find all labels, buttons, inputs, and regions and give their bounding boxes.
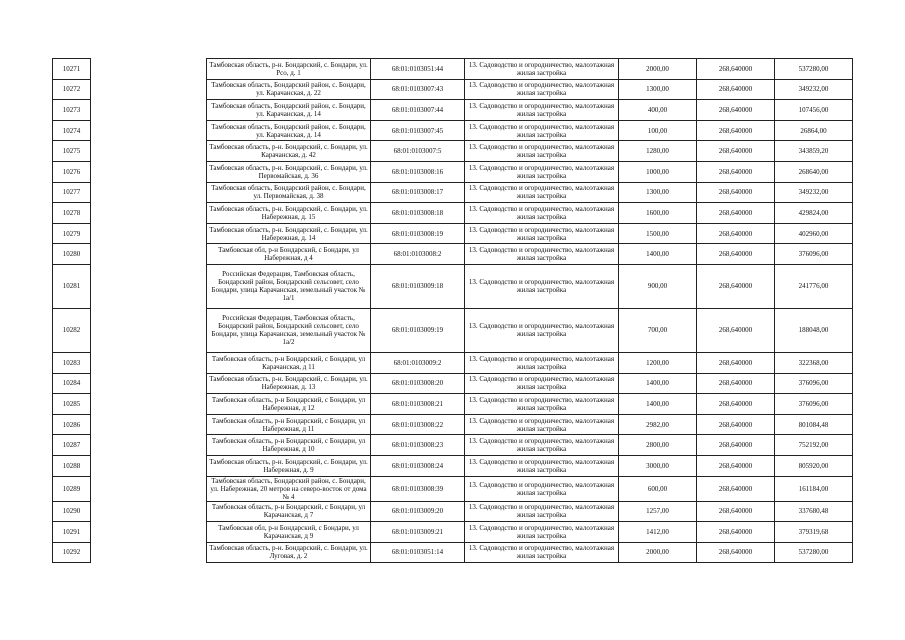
address-cell: Тамбовская обл, р-н Бондарский, с Бондари, ул Набережная, д 4 bbox=[207, 244, 371, 265]
specific-value-cell: 268,640000 bbox=[697, 182, 775, 203]
address-cell: Российская Федерация, Тамбовская область, Бондарский район, Бондарский сельсовет, село Бондари, улица Карачанская, земельный участок № 1а/1 bbox=[207, 264, 371, 308]
row-number-cell: 10271 bbox=[53, 59, 91, 80]
area-cell: 1412,00 bbox=[619, 522, 697, 543]
area-cell: 600,00 bbox=[619, 476, 697, 501]
row-number-cell: 10283 bbox=[53, 352, 91, 373]
cadastral-number-cell: 68:01:0103008:2 bbox=[371, 244, 465, 265]
land-use-cell: 13. Садоводство и огородничество, малоэтажная жилая застройка bbox=[465, 455, 619, 476]
cadastral-value-cell: 537280,00 bbox=[775, 59, 853, 80]
table-row bbox=[53, 414, 853, 435]
spacer-cell bbox=[91, 542, 207, 563]
row-number-cell: 10282 bbox=[53, 308, 91, 352]
cadastral-number-cell: 68:01:0103008:23 bbox=[371, 435, 465, 456]
address-cell: Тамбовская область, р-н Бондарский, с Бондари, ул Карачанская, д 7 bbox=[207, 501, 371, 522]
table-row bbox=[53, 120, 853, 141]
table-row bbox=[53, 203, 853, 224]
specific-value-cell: 268,640000 bbox=[697, 308, 775, 352]
area-cell: 3000,00 bbox=[619, 455, 697, 476]
cadastral-number-cell: 68:01:0103051:14 bbox=[371, 542, 465, 563]
table-row bbox=[53, 542, 853, 563]
row-number-cell: 10272 bbox=[53, 79, 91, 100]
specific-value-cell: 268,640000 bbox=[697, 79, 775, 100]
land-use-cell: 13. Садоводство и огородничество, малоэтажная жилая застройка bbox=[465, 501, 619, 522]
area-cell: 900,00 bbox=[619, 264, 697, 308]
land-use-cell: 13. Садоводство и огородничество, малоэтажная жилая застройка bbox=[465, 522, 619, 543]
cadastral-number-cell: 68:01:0103009:2 bbox=[371, 352, 465, 373]
row-number-cell: 10276 bbox=[53, 161, 91, 182]
address-cell: Тамбовская область, р-н. Бондарский, с. Бондари, ул. Луговая, д. 2 bbox=[207, 542, 371, 563]
cadastral-number-cell: 68:01:0103008:17 bbox=[371, 182, 465, 203]
area-cell: 1400,00 bbox=[619, 373, 697, 394]
cadastral-value-cell: 537280,00 bbox=[775, 542, 853, 563]
table-row bbox=[53, 476, 853, 501]
spacer-cell bbox=[91, 476, 207, 501]
specific-value-cell: 268,640000 bbox=[697, 435, 775, 456]
cadastral-value-cell: 376096,00 bbox=[775, 373, 853, 394]
area-cell: 2000,00 bbox=[619, 59, 697, 80]
address-cell: Тамбовская область, р-н. Бондарский, с. Бондари, ул. Набережная, д. 15 bbox=[207, 203, 371, 224]
cadastral-number-cell: 68:01:0103007:44 bbox=[371, 100, 465, 121]
address-cell: Тамбовская область, р-н Бондарский, с Бондари, ул Набережная, д 10 bbox=[207, 435, 371, 456]
land-use-cell: 13. Садоводство и огородничество, малоэтажная жилая застройка bbox=[465, 476, 619, 501]
row-number-cell: 10284 bbox=[53, 373, 91, 394]
area-cell: 400,00 bbox=[619, 100, 697, 121]
land-use-cell: 13. Садоводство и огородничество, малоэтажная жилая застройка bbox=[465, 414, 619, 435]
cadastral-value-cell: 376096,00 bbox=[775, 244, 853, 265]
cadastral-number-cell: 68:01:0103008:24 bbox=[371, 455, 465, 476]
row-number-cell: 10275 bbox=[53, 141, 91, 162]
cadastral-value-cell: 337680,48 bbox=[775, 501, 853, 522]
table-row bbox=[53, 264, 853, 308]
area-cell: 1400,00 bbox=[619, 244, 697, 265]
land-use-cell: 13. Садоводство и огородничество, малоэтажная жилая застройка bbox=[465, 308, 619, 352]
address-cell: Тамбовская область, р-н Бондарский, с Бондари, ул Карачанская, д 11 bbox=[207, 352, 371, 373]
address-cell: Тамбовская область, Бондарский район, с. Бондари, ул. Карачанская, д. 14 bbox=[207, 120, 371, 141]
table-row bbox=[53, 501, 853, 522]
area-cell: 2000,00 bbox=[619, 542, 697, 563]
address-cell: Тамбовская область, Бондарский район, с. Бондари, ул. Карачанская, д. 14 bbox=[207, 100, 371, 121]
row-number-cell: 10292 bbox=[53, 542, 91, 563]
specific-value-cell: 268,640000 bbox=[697, 542, 775, 563]
specific-value-cell: 268,640000 bbox=[697, 501, 775, 522]
spacer-cell bbox=[91, 120, 207, 141]
land-use-cell: 13. Садоводство и огородничество, малоэтажная жилая застройка bbox=[465, 120, 619, 141]
cadastral-value-cell: 402960,00 bbox=[775, 223, 853, 244]
address-cell: Тамбовская область, р-н. Бондарский, с. Бондари, ул. Набережная, д. 13 bbox=[207, 373, 371, 394]
row-number-cell: 10285 bbox=[53, 394, 91, 415]
cadastral-number-cell: 68:01:0103009:21 bbox=[371, 522, 465, 543]
spacer-cell bbox=[91, 100, 207, 121]
spacer-cell bbox=[91, 79, 207, 100]
row-number-cell: 10281 bbox=[53, 264, 91, 308]
land-use-cell: 13. Садоводство и огородничество, малоэтажная жилая застройка bbox=[465, 264, 619, 308]
address-cell: Тамбовская область, Бондарский район, с. Бондари, ул. Первомайская, д. 38 bbox=[207, 182, 371, 203]
cadastral-number-cell: 68:01:0103007:43 bbox=[371, 79, 465, 100]
table-row bbox=[53, 79, 853, 100]
spacer-cell bbox=[91, 203, 207, 224]
specific-value-cell: 268,640000 bbox=[697, 161, 775, 182]
row-number-cell: 10286 bbox=[53, 414, 91, 435]
area-cell: 1300,00 bbox=[619, 79, 697, 100]
row-number-cell: 10290 bbox=[53, 501, 91, 522]
spacer-cell bbox=[91, 501, 207, 522]
area-cell: 100,00 bbox=[619, 120, 697, 141]
row-number-cell: 10277 bbox=[53, 182, 91, 203]
specific-value-cell: 268,640000 bbox=[697, 476, 775, 501]
spacer-cell bbox=[91, 223, 207, 244]
land-use-cell: 13. Садоводство и огородничество, малоэтажная жилая застройка bbox=[465, 203, 619, 224]
address-cell: Тамбовская область, Бондарский район, с. Бондари, ул. Карачанская, д. 22 bbox=[207, 79, 371, 100]
specific-value-cell: 268,640000 bbox=[697, 352, 775, 373]
spacer-cell bbox=[91, 394, 207, 415]
area-cell: 1257,00 bbox=[619, 501, 697, 522]
cadastral-value-cell: 322368,00 bbox=[775, 352, 853, 373]
spacer-cell bbox=[91, 455, 207, 476]
land-use-cell: 13. Садоводство и огородничество, малоэтажная жилая застройка bbox=[465, 223, 619, 244]
cadastral-number-cell: 68:01:0103008:16 bbox=[371, 161, 465, 182]
spacer-cell bbox=[91, 414, 207, 435]
cadastral-number-cell: 68:01:0103008:19 bbox=[371, 223, 465, 244]
cadastral-number-cell: 68:01:0103008:18 bbox=[371, 203, 465, 224]
spacer-cell bbox=[91, 59, 207, 80]
area-cell: 1300,00 bbox=[619, 182, 697, 203]
area-cell: 1200,00 bbox=[619, 352, 697, 373]
cadastral-number-cell: 68:01:0103008:39 bbox=[371, 476, 465, 501]
cadastral-value-cell: 26864,00 bbox=[775, 120, 853, 141]
cadastral-value-cell: 268640,00 bbox=[775, 161, 853, 182]
table-row bbox=[53, 373, 853, 394]
land-use-cell: 13. Садоводство и огородничество, малоэтажная жилая застройка bbox=[465, 373, 619, 394]
specific-value-cell: 268,640000 bbox=[697, 59, 775, 80]
land-use-cell: 13. Садоводство и огородничество, малоэтажная жилая застройка bbox=[465, 141, 619, 162]
land-use-cell: 13. Садоводство и огородничество, малоэтажная жилая застройка bbox=[465, 100, 619, 121]
cadastral-value-cell: 349232,00 bbox=[775, 182, 853, 203]
area-cell: 1500,00 bbox=[619, 223, 697, 244]
cadastral-number-cell: 68:01:0103009:18 bbox=[371, 264, 465, 308]
address-cell: Тамбовская область, р-н. Бондарский, с. Бондари, ул. Рсо, д. 1 bbox=[207, 59, 371, 80]
cadastral-value-cell: 241776,00 bbox=[775, 264, 853, 308]
address-cell: Российская Федерация, Тамбовская область, Бондарский район, Бондарский сельсовет, село Бондари, улица Карачанская, земельный участок № 1а/2 bbox=[207, 308, 371, 352]
address-cell: Тамбовская обл, р-н Бондарский, с Бондари, ул Карачанская, д 9 bbox=[207, 522, 371, 543]
cadastral-number-cell: 68:01:0103009:20 bbox=[371, 501, 465, 522]
land-use-cell: 13. Садоводство и огородничество, малоэтажная жилая застройка bbox=[465, 244, 619, 265]
row-number-cell: 10273 bbox=[53, 100, 91, 121]
cadastral-number-cell: 68:01:0103007:5 bbox=[371, 141, 465, 162]
cadastral-value-cell: 801084,48 bbox=[775, 414, 853, 435]
spacer-cell bbox=[91, 308, 207, 352]
spacer-cell bbox=[91, 435, 207, 456]
land-use-cell: 13. Садоводство и огородничество, малоэтажная жилая застройка bbox=[465, 435, 619, 456]
cadastral-number-cell: 68:01:0103008:22 bbox=[371, 414, 465, 435]
cadastral-number-cell: 68:01:0103007:45 bbox=[371, 120, 465, 141]
area-cell: 2800,00 bbox=[619, 435, 697, 456]
cadastral-number-cell: 68:01:0103008:20 bbox=[371, 373, 465, 394]
table-row bbox=[53, 352, 853, 373]
address-cell: Тамбовская область, р-н. Бондарский, с. Бондари, ул. Набережная, д. 14 bbox=[207, 223, 371, 244]
specific-value-cell: 268,640000 bbox=[697, 244, 775, 265]
cadastral-number-cell: 68:01:0103008:21 bbox=[371, 394, 465, 415]
land-use-cell: 13. Садоводство и огородничество, малоэтажная жилая застройка bbox=[465, 182, 619, 203]
spacer-cell bbox=[91, 161, 207, 182]
table-row bbox=[53, 161, 853, 182]
land-use-cell: 13. Садоводство и огородничество, малоэтажная жилая застройка bbox=[465, 161, 619, 182]
area-cell: 1600,00 bbox=[619, 203, 697, 224]
cadastral-value-cell: 379319,68 bbox=[775, 522, 853, 543]
area-cell: 2982,00 bbox=[619, 414, 697, 435]
spacer-cell bbox=[91, 352, 207, 373]
specific-value-cell: 268,640000 bbox=[697, 223, 775, 244]
land-use-cell: 13. Садоводство и огородничество, малоэтажная жилая застройка bbox=[465, 59, 619, 80]
row-number-cell: 10287 bbox=[53, 435, 91, 456]
row-number-cell: 10274 bbox=[53, 120, 91, 141]
row-number-cell: 10291 bbox=[53, 522, 91, 543]
table-row bbox=[53, 141, 853, 162]
table-row bbox=[53, 522, 853, 543]
row-number-cell: 10288 bbox=[53, 455, 91, 476]
specific-value-cell: 268,640000 bbox=[697, 373, 775, 394]
land-use-cell: 13. Садоводство и огородничество, малоэтажная жилая застройка bbox=[465, 79, 619, 100]
specific-value-cell: 268,640000 bbox=[697, 100, 775, 121]
spacer-cell bbox=[91, 244, 207, 265]
cadastral-value-cell: 376096,00 bbox=[775, 394, 853, 415]
specific-value-cell: 268,640000 bbox=[697, 120, 775, 141]
table-row bbox=[53, 435, 853, 456]
spacer-cell bbox=[91, 182, 207, 203]
cadastral-value-cell: 161184,00 bbox=[775, 476, 853, 501]
area-cell: 1280,00 bbox=[619, 141, 697, 162]
address-cell: Тамбовская область, Бондарский район, с. Бондари, ул. Набережная, 20 метров на северо-восток от дома № 4 bbox=[207, 476, 371, 501]
row-number-cell: 10289 bbox=[53, 476, 91, 501]
address-cell: Тамбовская область, р-н Бондарский, с Бондари, ул Набережная, д 11 bbox=[207, 414, 371, 435]
specific-value-cell: 268,640000 bbox=[697, 203, 775, 224]
address-cell: Тамбовская область, р-н. Бондарский, с. Бондари, ул. Первомайская, д. 36 bbox=[207, 161, 371, 182]
cadastral-value-cell: 188048,00 bbox=[775, 308, 853, 352]
specific-value-cell: 268,640000 bbox=[697, 394, 775, 415]
cadastral-value-cell: 349232,00 bbox=[775, 79, 853, 100]
table-row bbox=[53, 100, 853, 121]
table-row bbox=[53, 455, 853, 476]
row-number-cell: 10278 bbox=[53, 203, 91, 224]
cadastral-value-cell: 429824,00 bbox=[775, 203, 853, 224]
cadastral-value-table bbox=[52, 58, 853, 563]
spacer-cell bbox=[91, 373, 207, 394]
spacer-cell bbox=[91, 264, 207, 308]
specific-value-cell: 268,640000 bbox=[697, 522, 775, 543]
land-use-cell: 13. Садоводство и огородничество, малоэтажная жилая застройка bbox=[465, 542, 619, 563]
cadastral-value-cell: 805920,00 bbox=[775, 455, 853, 476]
land-use-cell: 13. Садоводство и огородничество, малоэтажная жилая застройка bbox=[465, 352, 619, 373]
cadastral-value-cell: 752192,00 bbox=[775, 435, 853, 456]
table-row bbox=[53, 182, 853, 203]
cadastral-number-cell: 68:01:0103009:19 bbox=[371, 308, 465, 352]
table-row bbox=[53, 308, 853, 352]
specific-value-cell: 268,640000 bbox=[697, 141, 775, 162]
specific-value-cell: 268,640000 bbox=[697, 264, 775, 308]
table-body bbox=[53, 59, 853, 563]
cadastral-value-cell: 107456,00 bbox=[775, 100, 853, 121]
address-cell: Тамбовская область, р-н. Бондарский, с. Бондари, ул. Набережная, д. 9 bbox=[207, 455, 371, 476]
specific-value-cell: 268,640000 bbox=[697, 455, 775, 476]
table-row bbox=[53, 223, 853, 244]
row-number-cell: 10279 bbox=[53, 223, 91, 244]
spacer-cell bbox=[91, 522, 207, 543]
specific-value-cell: 268,640000 bbox=[697, 414, 775, 435]
address-cell: Тамбовская область, р-н Бондарский, с Бондари, ул Набережная, д 12 bbox=[207, 394, 371, 415]
land-use-cell: 13. Садоводство и огородничество, малоэтажная жилая застройка bbox=[465, 394, 619, 415]
address-cell: Тамбовская область, р-н. Бондарский, с. Бондари, ул. Карачанская, д. 42 bbox=[207, 141, 371, 162]
area-cell: 1000,00 bbox=[619, 161, 697, 182]
area-cell: 700,00 bbox=[619, 308, 697, 352]
row-number-cell: 10280 bbox=[53, 244, 91, 265]
table-row bbox=[53, 244, 853, 265]
table-row bbox=[53, 59, 853, 80]
table-row bbox=[53, 394, 853, 415]
area-cell: 1400,00 bbox=[619, 394, 697, 415]
cadastral-number-cell: 68:01:0103051:44 bbox=[371, 59, 465, 80]
cadastral-value-cell: 343859,20 bbox=[775, 141, 853, 162]
spacer-cell bbox=[91, 141, 207, 162]
